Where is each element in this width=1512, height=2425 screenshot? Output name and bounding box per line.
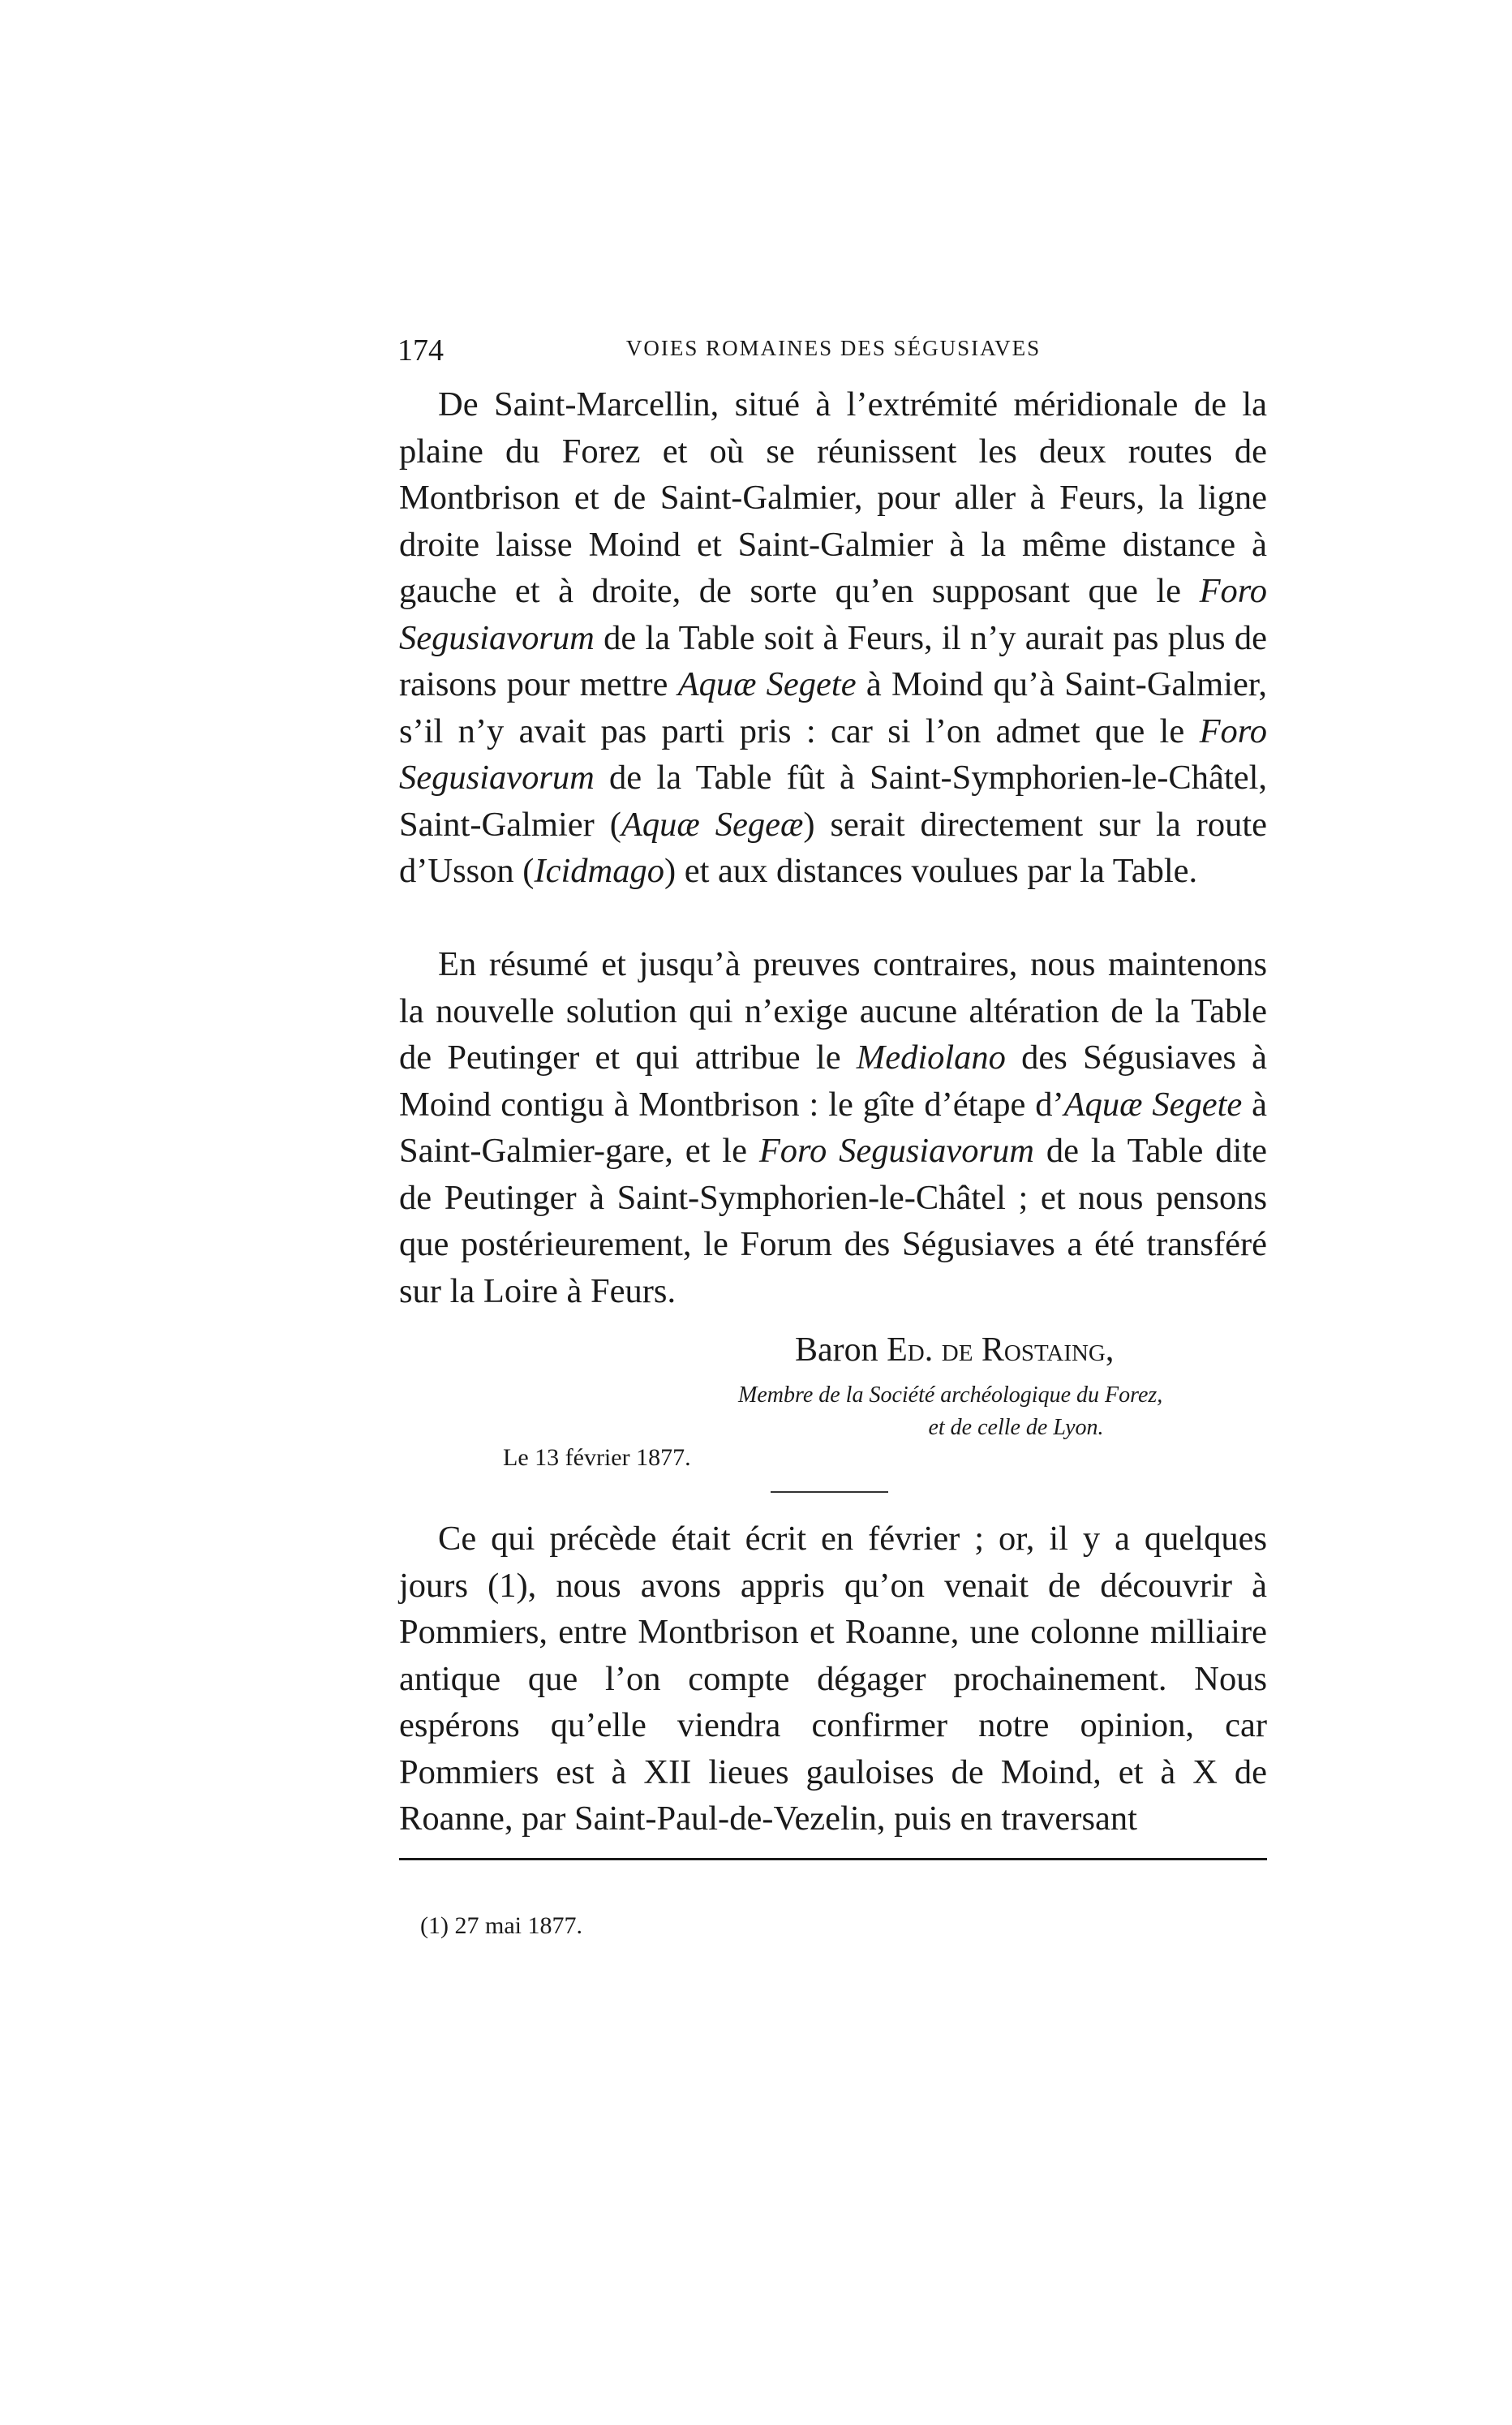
running-head <box>397 333 1269 373</box>
author-signature: Baron Ed. de Rostaing, <box>795 1331 1115 1369</box>
italic-term: Foro Segusiavorum <box>758 1132 1034 1170</box>
running-title: VOIES ROMAINES DES SÉGUSIAVES <box>625 336 1042 360</box>
author-affiliation: Membre de la Société archéologique du Forez, et de celle de Lyon. <box>738 1382 1163 1440</box>
italic-term: Aquæ Segete <box>1063 1085 1243 1124</box>
body-paragraph-2: En résumé et jusqu’à preuves contraires, nous maintenons la nouvelle solution qui n’exige aucune altération de la Table de Peutinger et qui attribue le Mediolano des Ségusiaves à Moind contigu à Montbrison : le gîte d’étape d’Aquæ Segete à Saint-Galmier-gare, et le Foro Segusiavorum de la Table dite de Peutinger à Saint-Symphorien-le-Châtel ; et nous pensons que postérieurement, le Forum des Ségusiaves a été transféré sur la Loire à Feurs. <box>399 945 1267 1310</box>
page-number: 174 <box>397 333 444 368</box>
footnote: (1) 27 mai 1877. <box>420 1912 582 1939</box>
italic-term: Foro Segusiavorum <box>399 712 1267 797</box>
italic-term: Aquæ Segeæ <box>621 805 804 844</box>
italic-term: Mediolano <box>856 1038 1006 1077</box>
body-paragraph-3: Ce qui précède était écrit en février ; or, il y a quelques jours (1), nous avons appris qu’on venait de découvrir à Pommiers, entre Montbrison et Roanne, une colonne milliaire antique que l’on compte dégager prochainement. Nous espérons qu’elle viendra confirmer notre opinion, car Pommiers est à XII lieues gauloises de Moind, et à X de Roanne, par Saint-Paul-de-Vezelin, puis en traversant <box>399 1520 1267 1838</box>
section-divider <box>771 1491 888 1493</box>
date-line: Le 13 février 1877. <box>503 1444 691 1471</box>
italic-term: Foro Segusiavorum <box>399 572 1267 657</box>
footnote-rule <box>399 1858 1267 1860</box>
italic-term: Aquæ Segete <box>677 665 857 703</box>
italic-term: Icidmago <box>534 852 664 890</box>
body-paragraph-1: De Saint-Marcellin, situé à l’extrémité méridionale de la plaine du Forez et où se réunissent les deux routes de Montbrison et de Saint-Galmier, pour aller à Feurs, la ligne droite laisse Moind et Saint-Galmier à la même distance à gauche et à droite, de sorte qu’en supposant que le Foro Segusiavorum de la Table soit à Feurs, il n’y aurait pas plus de raisons pour mettre Aquæ Segete à Moind qu’à Saint-Galmier, s’il n’y avait pas parti pris : car si l’on admet que le Foro Segusiavorum de la Table fût à Saint-Symphorien-le-Châtel, Saint-Galmier (Aquæ Segeæ) serait directement sur la route d’Usson (Icidmago) et aux distances voulues par la Table. <box>399 385 1268 890</box>
author-name: Ed. de Rostaing <box>887 1331 1106 1369</box>
